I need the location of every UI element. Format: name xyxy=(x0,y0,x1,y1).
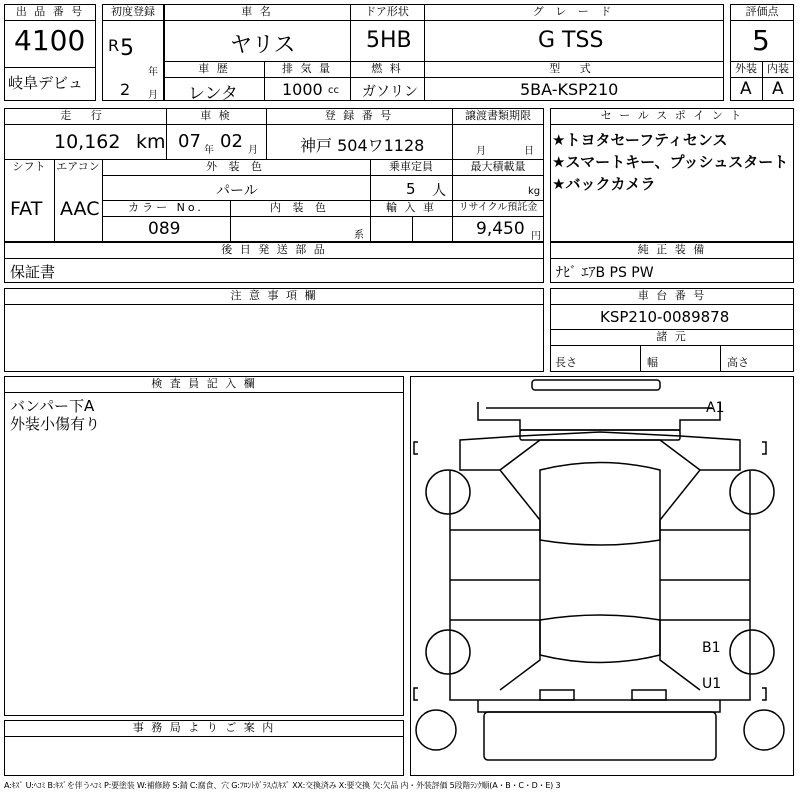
import-label: 輸 入 車 xyxy=(386,201,436,214)
car-name: ヤリス xyxy=(230,33,296,58)
office-label: 事 務 局 よ り ご 案 内 xyxy=(132,721,276,734)
door: 5HB xyxy=(366,28,412,53)
notes-label: 注 意 事 項 欄 xyxy=(230,289,318,302)
color-no-label: カラー No. xyxy=(128,201,204,214)
exterior-grade: A xyxy=(740,79,752,99)
color-label: 外 装 色 xyxy=(206,160,266,173)
model-label: 型 式 xyxy=(549,62,599,75)
ac-label: エアコン xyxy=(56,160,100,173)
chassis-number: KSP210-0089878 xyxy=(600,308,730,326)
venue: 岐阜デビュ xyxy=(8,74,84,92)
damage-mark-front: A1 xyxy=(706,400,725,416)
inspector-line-2: 外装小傷有り xyxy=(10,415,101,433)
recycle-label: リサイクル預託金 xyxy=(458,202,538,213)
legend-text: A:ｷｽﾞ U:ﾍｺﾐ B:ｷｽﾞを伴うﾍｺﾐ P:要塗装 W:補修跡 S:錆 C:腐食、穴 G:ﾌﾛﾝﾄｶﾞﾗｽ点ｷｽﾞ XX:交換済み X:要交換 欠:欠品 内・外装評価 5段階ﾗﾝｸ順(A・B・C・D・E) 3 xyxy=(4,781,561,790)
damage-mark-rear-lower: U1 xyxy=(702,676,722,692)
displacement-unit: cc xyxy=(328,85,339,96)
genuine-equipment: ﾅﾋﾞ ｴｱB PS PW xyxy=(556,265,654,281)
model: 5BA-KSP210 xyxy=(520,80,619,99)
inspector-label: 検 査 員 記 入 欄 xyxy=(151,377,257,390)
color: パール xyxy=(216,183,258,199)
displacement-label: 排 気 量 xyxy=(282,62,332,75)
sales-point-1: ★トヨタセーフティセンス xyxy=(552,131,728,149)
inspector-line-1: バンパー下A xyxy=(10,397,95,415)
shift: FAT xyxy=(10,198,43,220)
fuel: ガソリン xyxy=(362,84,418,100)
color-no: 089 xyxy=(148,219,181,239)
grade: G TSS xyxy=(538,28,604,53)
era: R xyxy=(108,36,120,55)
load-label: 最大積載量 xyxy=(470,160,526,173)
inspection-year-unit: 年 xyxy=(204,145,214,156)
history-label: 車 歴 xyxy=(198,62,230,75)
inspection-year: 07 xyxy=(178,131,201,152)
capacity-label: 乗車定員 xyxy=(389,160,433,173)
mileage: 10,162 xyxy=(54,131,121,153)
sales-points-label: セ ー ル ス ポ イ ン ト xyxy=(600,109,744,122)
grade-label: グ レ ー ド xyxy=(532,5,616,18)
lot-number: 4100 xyxy=(14,24,86,57)
interior-grade: A xyxy=(772,79,784,99)
inspection-month-unit: 月 xyxy=(248,145,258,156)
exterior-label: 外装 xyxy=(735,62,757,75)
damage-mark-rear-right: B1 xyxy=(702,640,721,656)
door-label: ドア形状 xyxy=(365,5,409,18)
chassis-label: 車 台 番 号 xyxy=(637,289,707,302)
load-unit: kg xyxy=(528,186,541,197)
mileage-unit: km xyxy=(136,131,166,153)
transfer-day-unit: 日 xyxy=(524,146,534,157)
car-name-label: 車 名 xyxy=(241,5,273,18)
displacement: 1000 xyxy=(282,80,323,99)
height-label: 高さ xyxy=(727,356,749,369)
later-parts-label: 後 日 発 送 部 品 xyxy=(221,243,327,256)
capacity: 5 xyxy=(406,180,416,198)
plate-label: 登 録 番 号 xyxy=(324,109,394,122)
score: 5 xyxy=(752,24,770,57)
reg-month-unit: 月 xyxy=(148,90,158,101)
reg-year: 5 xyxy=(120,36,134,61)
ac: AAC xyxy=(60,198,100,220)
recycle: 9,450 xyxy=(476,219,525,239)
lot-number-label: 出 品 番 号 xyxy=(15,5,85,18)
width-label: 幅 xyxy=(647,356,658,369)
int-color-unit: 系 xyxy=(354,230,364,241)
reg-month: 2 xyxy=(120,80,131,99)
reg-year-unit: 年 xyxy=(148,67,158,78)
fuel-label: 燃 料 xyxy=(371,62,403,75)
transfer-month-unit: 月 xyxy=(476,146,486,157)
genuine-label: 純 正 装 備 xyxy=(637,243,707,256)
mileage-label: 走 行 xyxy=(60,109,110,122)
sales-point-3: ★バックカメラ xyxy=(552,175,656,193)
first-reg-label: 初度登録 xyxy=(111,5,155,18)
transfer-label: 譲渡書類期限 xyxy=(465,109,531,122)
history: レンタ xyxy=(188,84,238,104)
int-color-label: 内 装 色 xyxy=(270,201,330,214)
sales-point-2: ★スマートキー、プッシュスタート xyxy=(552,153,789,171)
capacity-unit: 人 xyxy=(432,183,446,199)
dims-label: 諸 元 xyxy=(656,330,688,343)
recycle-unit: 円 xyxy=(531,231,541,242)
score-label: 評価点 xyxy=(745,5,779,18)
inspection-month: 02 xyxy=(220,131,243,152)
interior-label: 内装 xyxy=(767,62,789,75)
inspection-label: 車 検 xyxy=(200,109,232,122)
length-label: 長さ xyxy=(555,356,577,369)
plate: 神戸 504ワ1128 xyxy=(300,136,425,155)
shift-label: シフト xyxy=(12,160,46,173)
later-parts: 保証書 xyxy=(10,263,56,281)
